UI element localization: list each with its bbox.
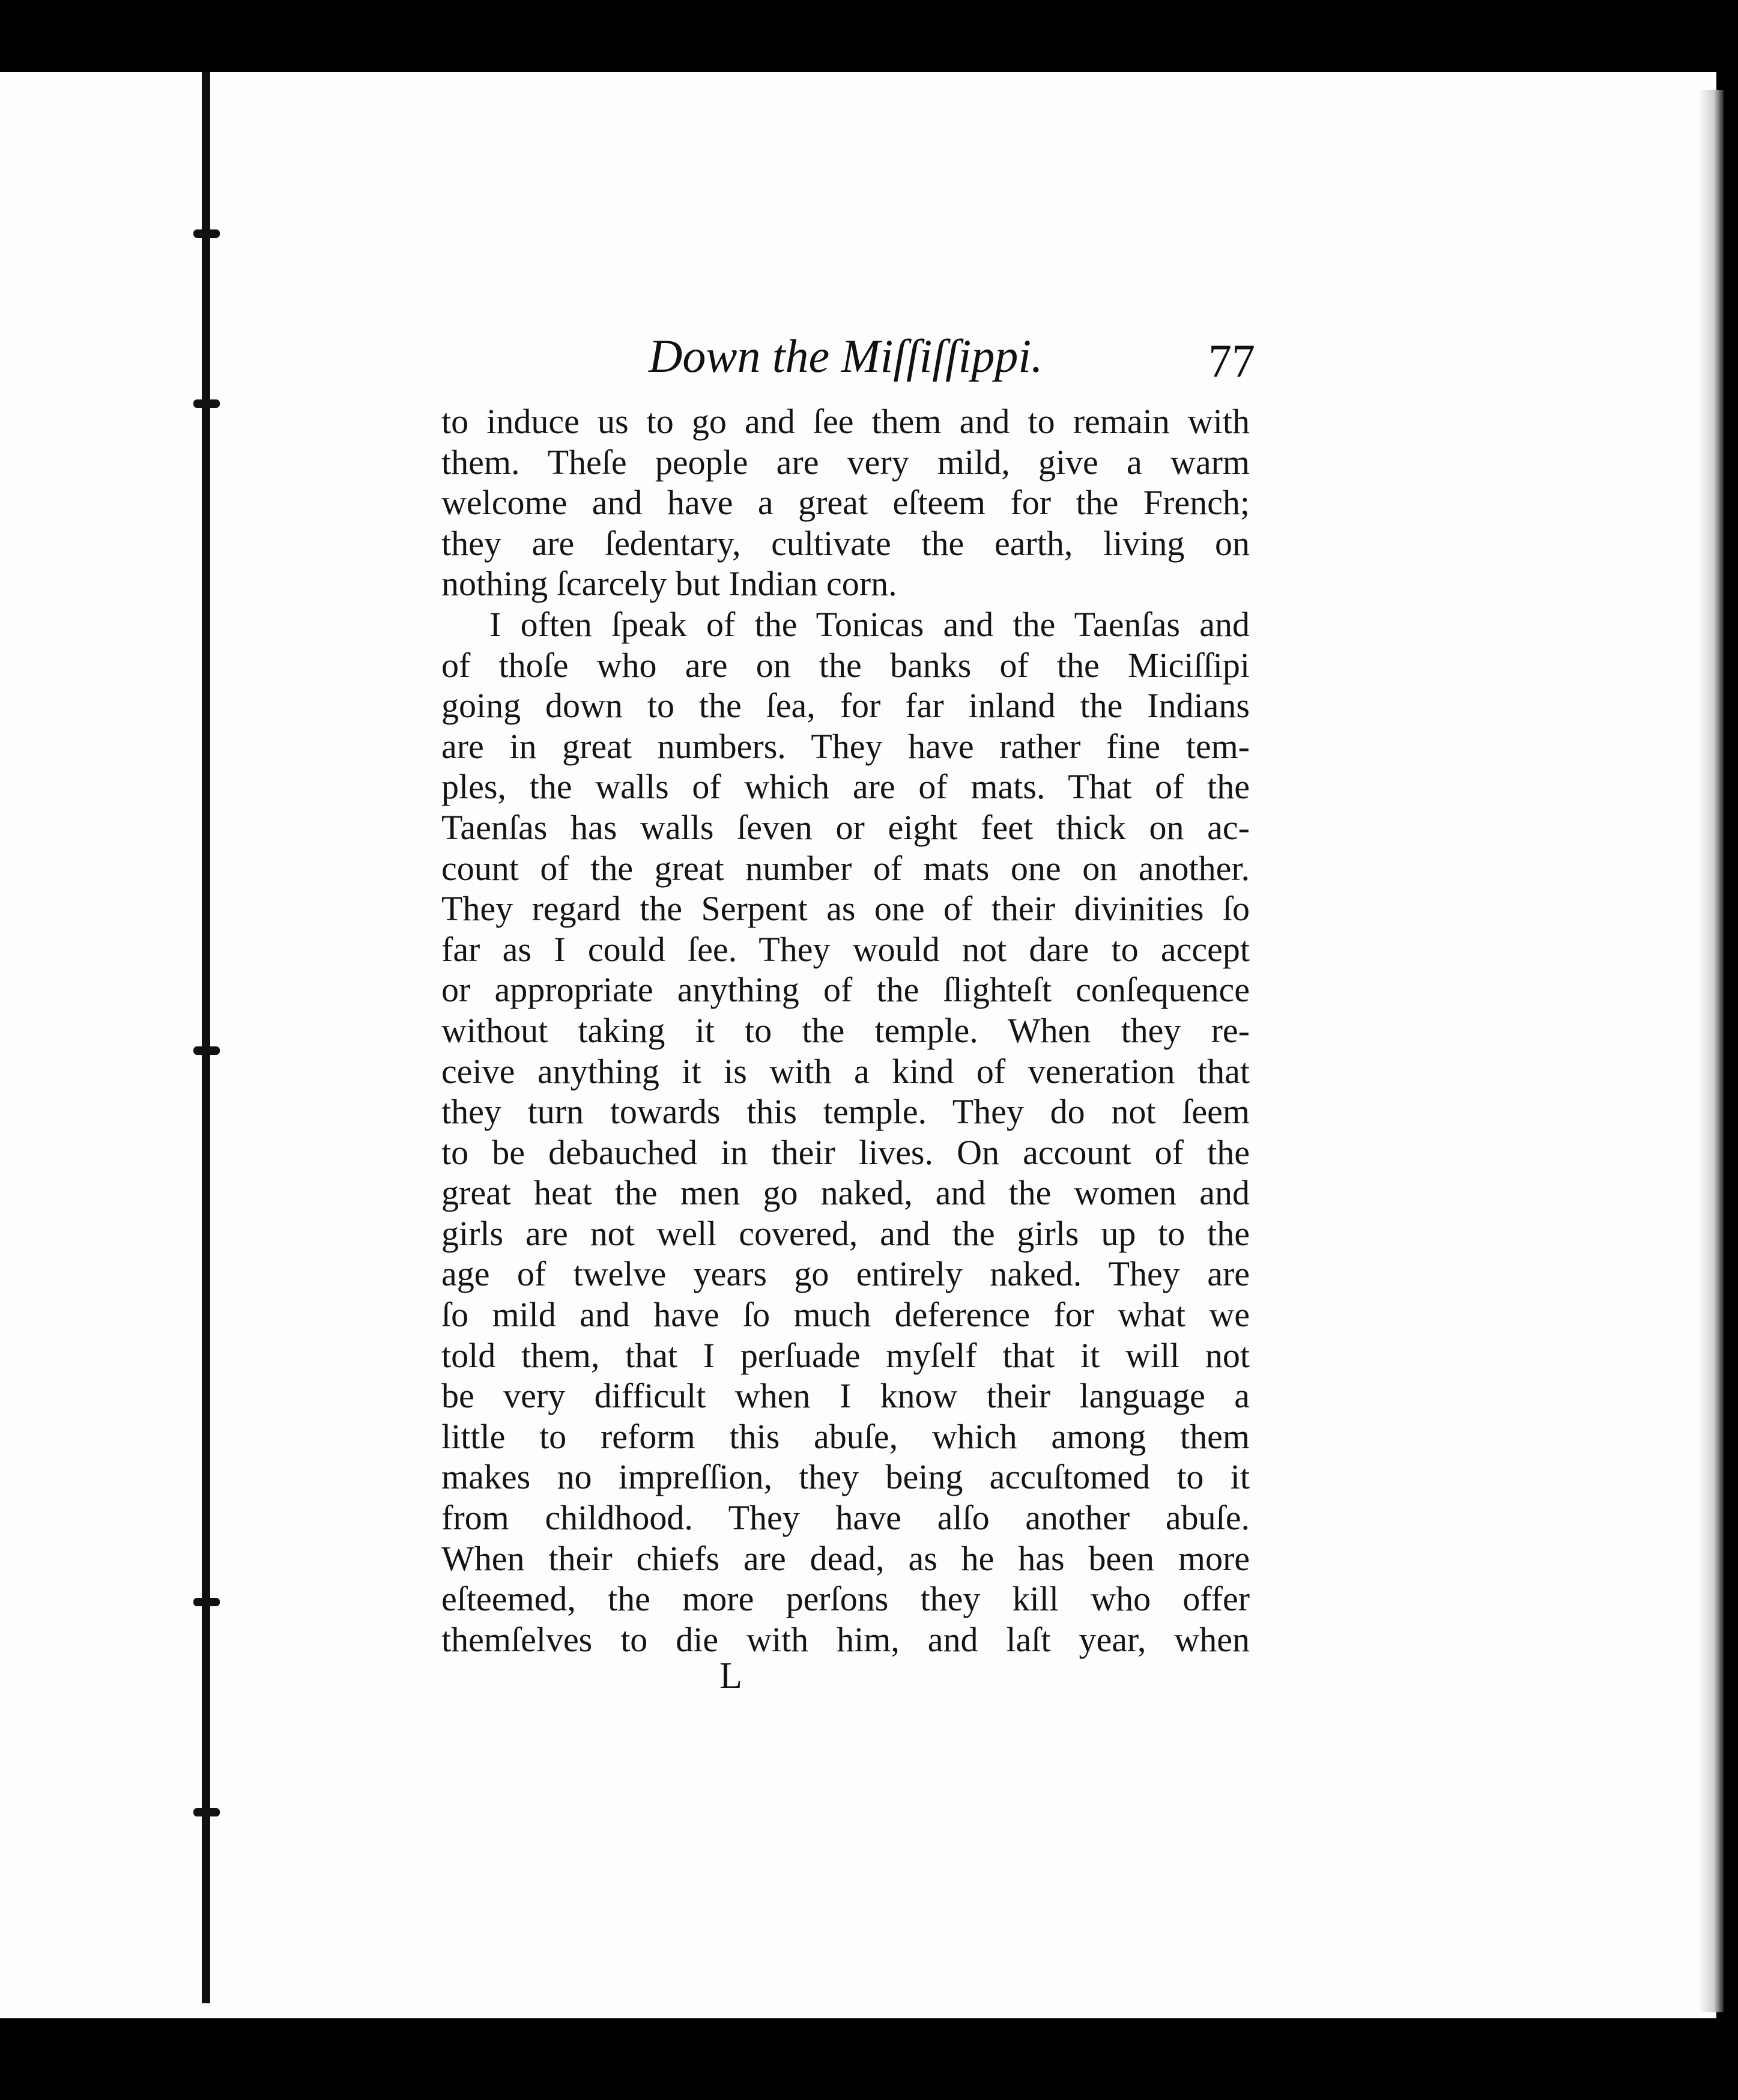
running-head-title: Down the Miſſiſſippi.: [649, 330, 1043, 382]
text-line: nothing ſcarcely but Indian corn.: [441, 564, 897, 604]
text-line: Taenſas has walls ſeven or eight feet thick on ac-: [441, 807, 1250, 847]
page-number: 77: [1208, 335, 1255, 387]
text-line: ceive anything it is with a kind of veneration that: [441, 1051, 1250, 1091]
signature-mark: L: [719, 1655, 742, 1696]
text-line: are in great numbers. They have rather fine tem-: [441, 726, 1250, 766]
text-line: far as I could ſee. They would not dare to accept: [441, 929, 1250, 969]
text-line: to be debauched in their lives. On account of the: [441, 1132, 1250, 1172]
text-line: girls are not well covered, and the girls up to the: [441, 1213, 1250, 1253]
body-text: [441, 401, 1250, 1660]
binding-gutter: [202, 72, 210, 2003]
text-line: ples, the walls of which are of mats. That of the: [441, 767, 1250, 807]
text-line: going down to the ſea, for far inland the Indians: [441, 686, 1250, 726]
text-line: When their chiefs are dead, as he has been more: [441, 1538, 1250, 1578]
text-line: They regard the Serpent as one of their divinities ſo: [441, 889, 1250, 929]
text-line: welcome and have a great eſteem for the French;: [441, 483, 1250, 523]
text-line: great heat the men go naked, and the women and: [441, 1173, 1250, 1213]
text-line: ſo mild and have ſo much deference for what we: [441, 1295, 1250, 1335]
text-line: be very difficult when I know their language a: [441, 1376, 1250, 1416]
text-line: age of twelve years go entirely naked. They are: [441, 1254, 1250, 1294]
text-line: themſelves to die with him, and laſt year, when: [441, 1619, 1250, 1659]
binding-stitch: [193, 399, 220, 408]
binding-stitch: [193, 1598, 220, 1606]
binding-stitch: [193, 229, 220, 238]
running-header: [649, 329, 1255, 395]
page-edge: [1700, 90, 1724, 2012]
binding-stitch: [193, 1046, 220, 1055]
text-line: or appropriate anything of the ſlighteſt conſequence: [441, 970, 1250, 1010]
text-line: they are ſedentary, cultivate the earth, living on: [441, 523, 1250, 563]
text-line: count of the great number of mats one on another.: [441, 848, 1250, 888]
text-line: of thoſe who are on the banks of the Miciſſipi: [441, 645, 1250, 685]
text-line: without taking it to the temple. When they re-: [441, 1010, 1250, 1050]
text-line: makes no impreſſion, they being accuſtomed to it: [441, 1457, 1250, 1497]
binding-stitch: [193, 1808, 220, 1816]
text-line: to induce us to go and ſee them and to remain with: [441, 402, 1250, 441]
text-line: from childhood. They have alſo another abuſe.: [441, 1498, 1250, 1538]
text-line: they turn towards this temple. They do not ſeem: [441, 1092, 1250, 1132]
text-line: little to reform this abuſe, which among them: [441, 1416, 1250, 1456]
text-line: eſteemed, the more perſons they kill who offer: [441, 1579, 1250, 1619]
text-line: I often ſpeak of the Tonicas and the Taenſas and: [489, 604, 1250, 644]
text-line: them. Theſe people are very mild, give a warm: [441, 442, 1250, 482]
text-line: told them, that I perſuade myſelf that it will not: [441, 1335, 1250, 1375]
